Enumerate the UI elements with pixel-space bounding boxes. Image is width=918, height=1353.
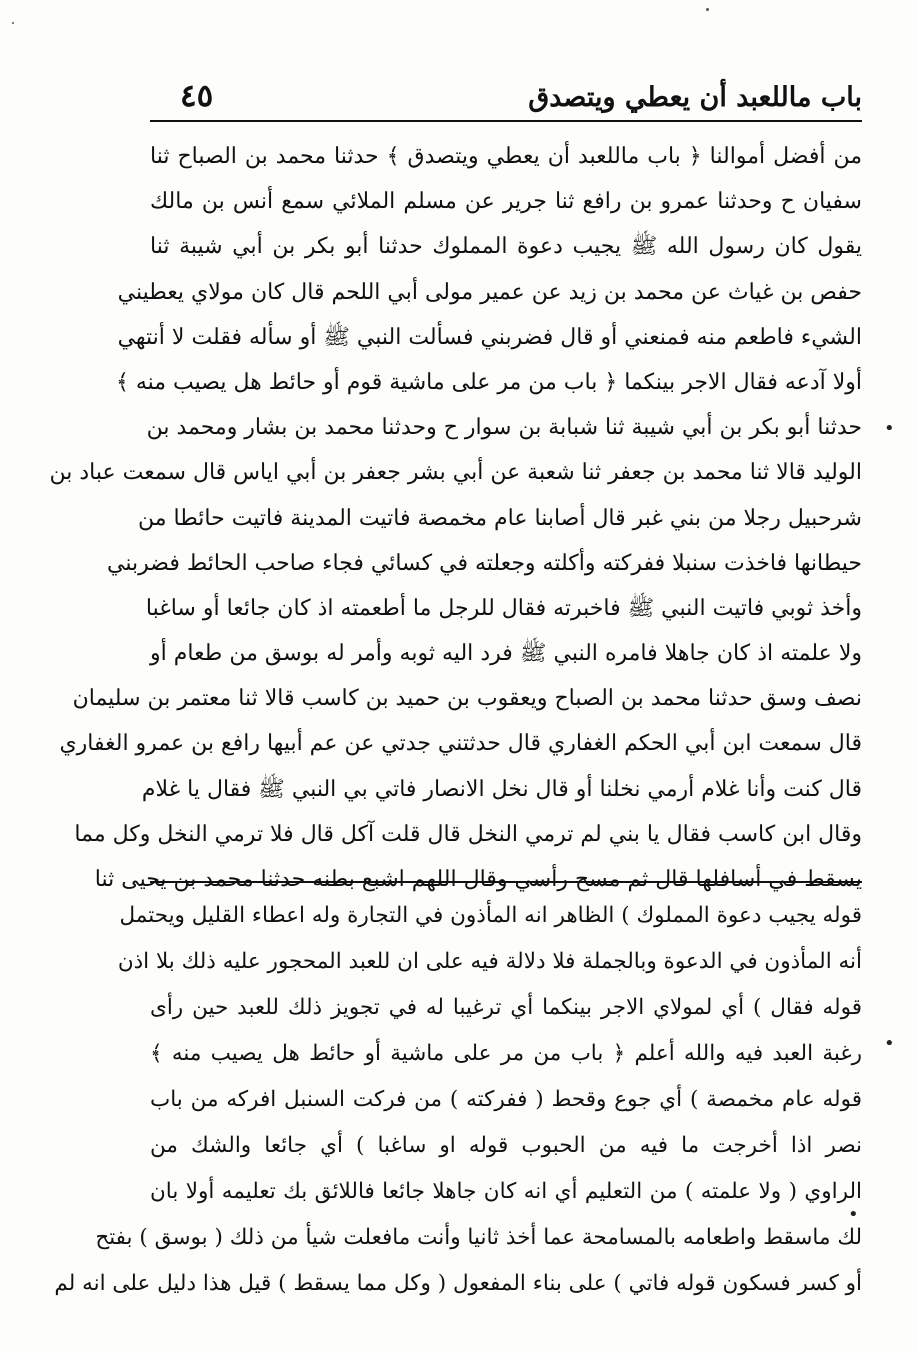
note-line: رغبة العبد فيه والله أعلم ﴿ باب من مر على ماشية أو حائط هل يصيب منه ﴾ <box>150 1041 862 1066</box>
main-line: الشيء فاطعم منه فمنعني أو قال فضربني فسألت النبي ﷺ أو سأله فقلت لا أنتهي <box>117 324 862 350</box>
main-line: سفيان ح وحدثنا عمرو بن رافع ثنا جرير عن مسلم الملائي سمع أنس بن مالك <box>150 189 862 215</box>
page-number: ٤٥ <box>180 78 214 114</box>
main-text-block <box>49 134 862 902</box>
scan-speck <box>12 22 14 24</box>
commentary-block <box>54 893 862 1307</box>
note-line: نصر اذا أخرجت ما فيه من الحبوب قوله او ساغبا ) أي جائعا والشك من <box>150 1133 862 1158</box>
running-title: باب ماللعبد أن يعطي ويتصدق <box>528 82 862 113</box>
main-line: حيطانها فاخذت سنبلا ففركته وأكلته وجعلته في كسائي فجاء صاحب الحائط فضربني <box>107 550 862 576</box>
footnote-rule <box>150 881 862 883</box>
main-line: حدثنا أبو بكر بن أبي شيبة ثنا شبابة بن سوار ح وحدثنا محمد بن بشار ومحمد بن <box>146 415 862 441</box>
margin-dot-mark: • <box>848 1204 859 1225</box>
note-line: الراوي ( ولا علمته ) من التعليم أي انه كان جاهلا جائعا فاللائق بك تعليمه أولا بان <box>150 1179 862 1204</box>
main-line: ولا علمته اذ كان جاهلا فامره النبي ﷺ فرد اليه ثوبه وأمر له بوسق من طعام أو <box>150 641 862 667</box>
note-line: أنه المأذون في الدعوة وبالجملة فلا دلالة فيه على ان للعبد المحجور عليه ذلك بلا اذن <box>117 949 862 974</box>
main-line: حفص بن غياث عن محمد بن زيد عن عمير مولى أبي اللحم قال كان مولاي يعطيني <box>117 279 862 305</box>
page-header <box>150 78 862 118</box>
main-line: شرحبيل رجلا من بني غبر قال أصابنا عام مخمصة فاتيت المدينة فاتيت حائطا من <box>138 505 862 531</box>
note-line: قوله فقال ) أي لمولاي الاجر بينكما أي ترغيبا له في تجويز ذلك للعبد حين رأى <box>150 995 862 1020</box>
scan-speck <box>706 8 709 11</box>
margin-dot-mark: • <box>884 1033 895 1054</box>
note-line: قوله يجيب دعوة المملوك ) الظاهر انه المأذون في التجارة وله اعطاء القليل ويحتمل <box>119 903 862 928</box>
note-line: لك ماسقط واطعامه بالمسامحة عما أخذ ثانيا وأنت مافعلت شيأ من ذلك ( بوسق ) بفتح <box>95 1225 862 1250</box>
main-line: يسقط في أسافلها قال ثم مسح رأسي وقال اللهم اشبع بطنه حدثنا محمد بن يحيى ثنا <box>94 867 862 892</box>
main-line: نصف وسق حدثنا محمد بن الصباح ويعقوب بن حميد بن كاسب قالا ثنا معتمر بن سليمان <box>72 686 862 712</box>
main-line: أولا آدعه فقال الاجر بينكما ﴿ باب من مر على ماشية قوم أو حائط هل يصيب منه ﴾ <box>115 369 862 395</box>
main-line: وأخذ ثوبي فاتيت النبي ﷺ فاخبرته فقال للرجل ما أطعمته اذ كان جائعا أو ساغبا <box>145 595 862 621</box>
header-rule <box>150 120 862 122</box>
main-line: قال كنت وأنا غلام أرمي نخلنا أو قال نخل الانصار فاتي بي النبي ﷺ فقال يا غلام <box>141 776 862 802</box>
main-line: الوليد قالا ثنا محمد بن جعفر ثنا شعبة عن أبي بشر جعفر بن أبي اياس قال سمعت عباد بن <box>49 460 862 486</box>
main-line: قال سمعت ابن أبي الحكم الغفاري قال حدثتني جدتي عن عم أبيها رافع بن عمرو الغفاري <box>59 731 862 757</box>
main-line: يقول كان رسول الله ﷺ يجيب دعوة المملوك حدثنا أبو بكر بن أبي شيبة ثنا <box>150 234 862 260</box>
note-line: أو كسر فسكون قوله فاتي ) على بناء المفعول ( وكل مما يسقط ) قيل هذا دليل على انه لم <box>54 1271 862 1296</box>
main-line: من أفضل أموالنا ﴿ باب ماللعبد أن يعطي ويتصدق ﴾ حدثنا محمد بن الصباح ثنا <box>150 144 862 169</box>
note-line: قوله عام مخمصة ) أي جوع وقحط ( ففركته ) من فركت السنبل افركه من باب <box>150 1087 862 1112</box>
main-line: وقال ابن كاسب فقال يا بني لم ترمي النخل قال قلت آكل قال فلا ترمي النخل وكل مما <box>74 821 862 847</box>
margin-dot-mark: • <box>884 418 895 439</box>
